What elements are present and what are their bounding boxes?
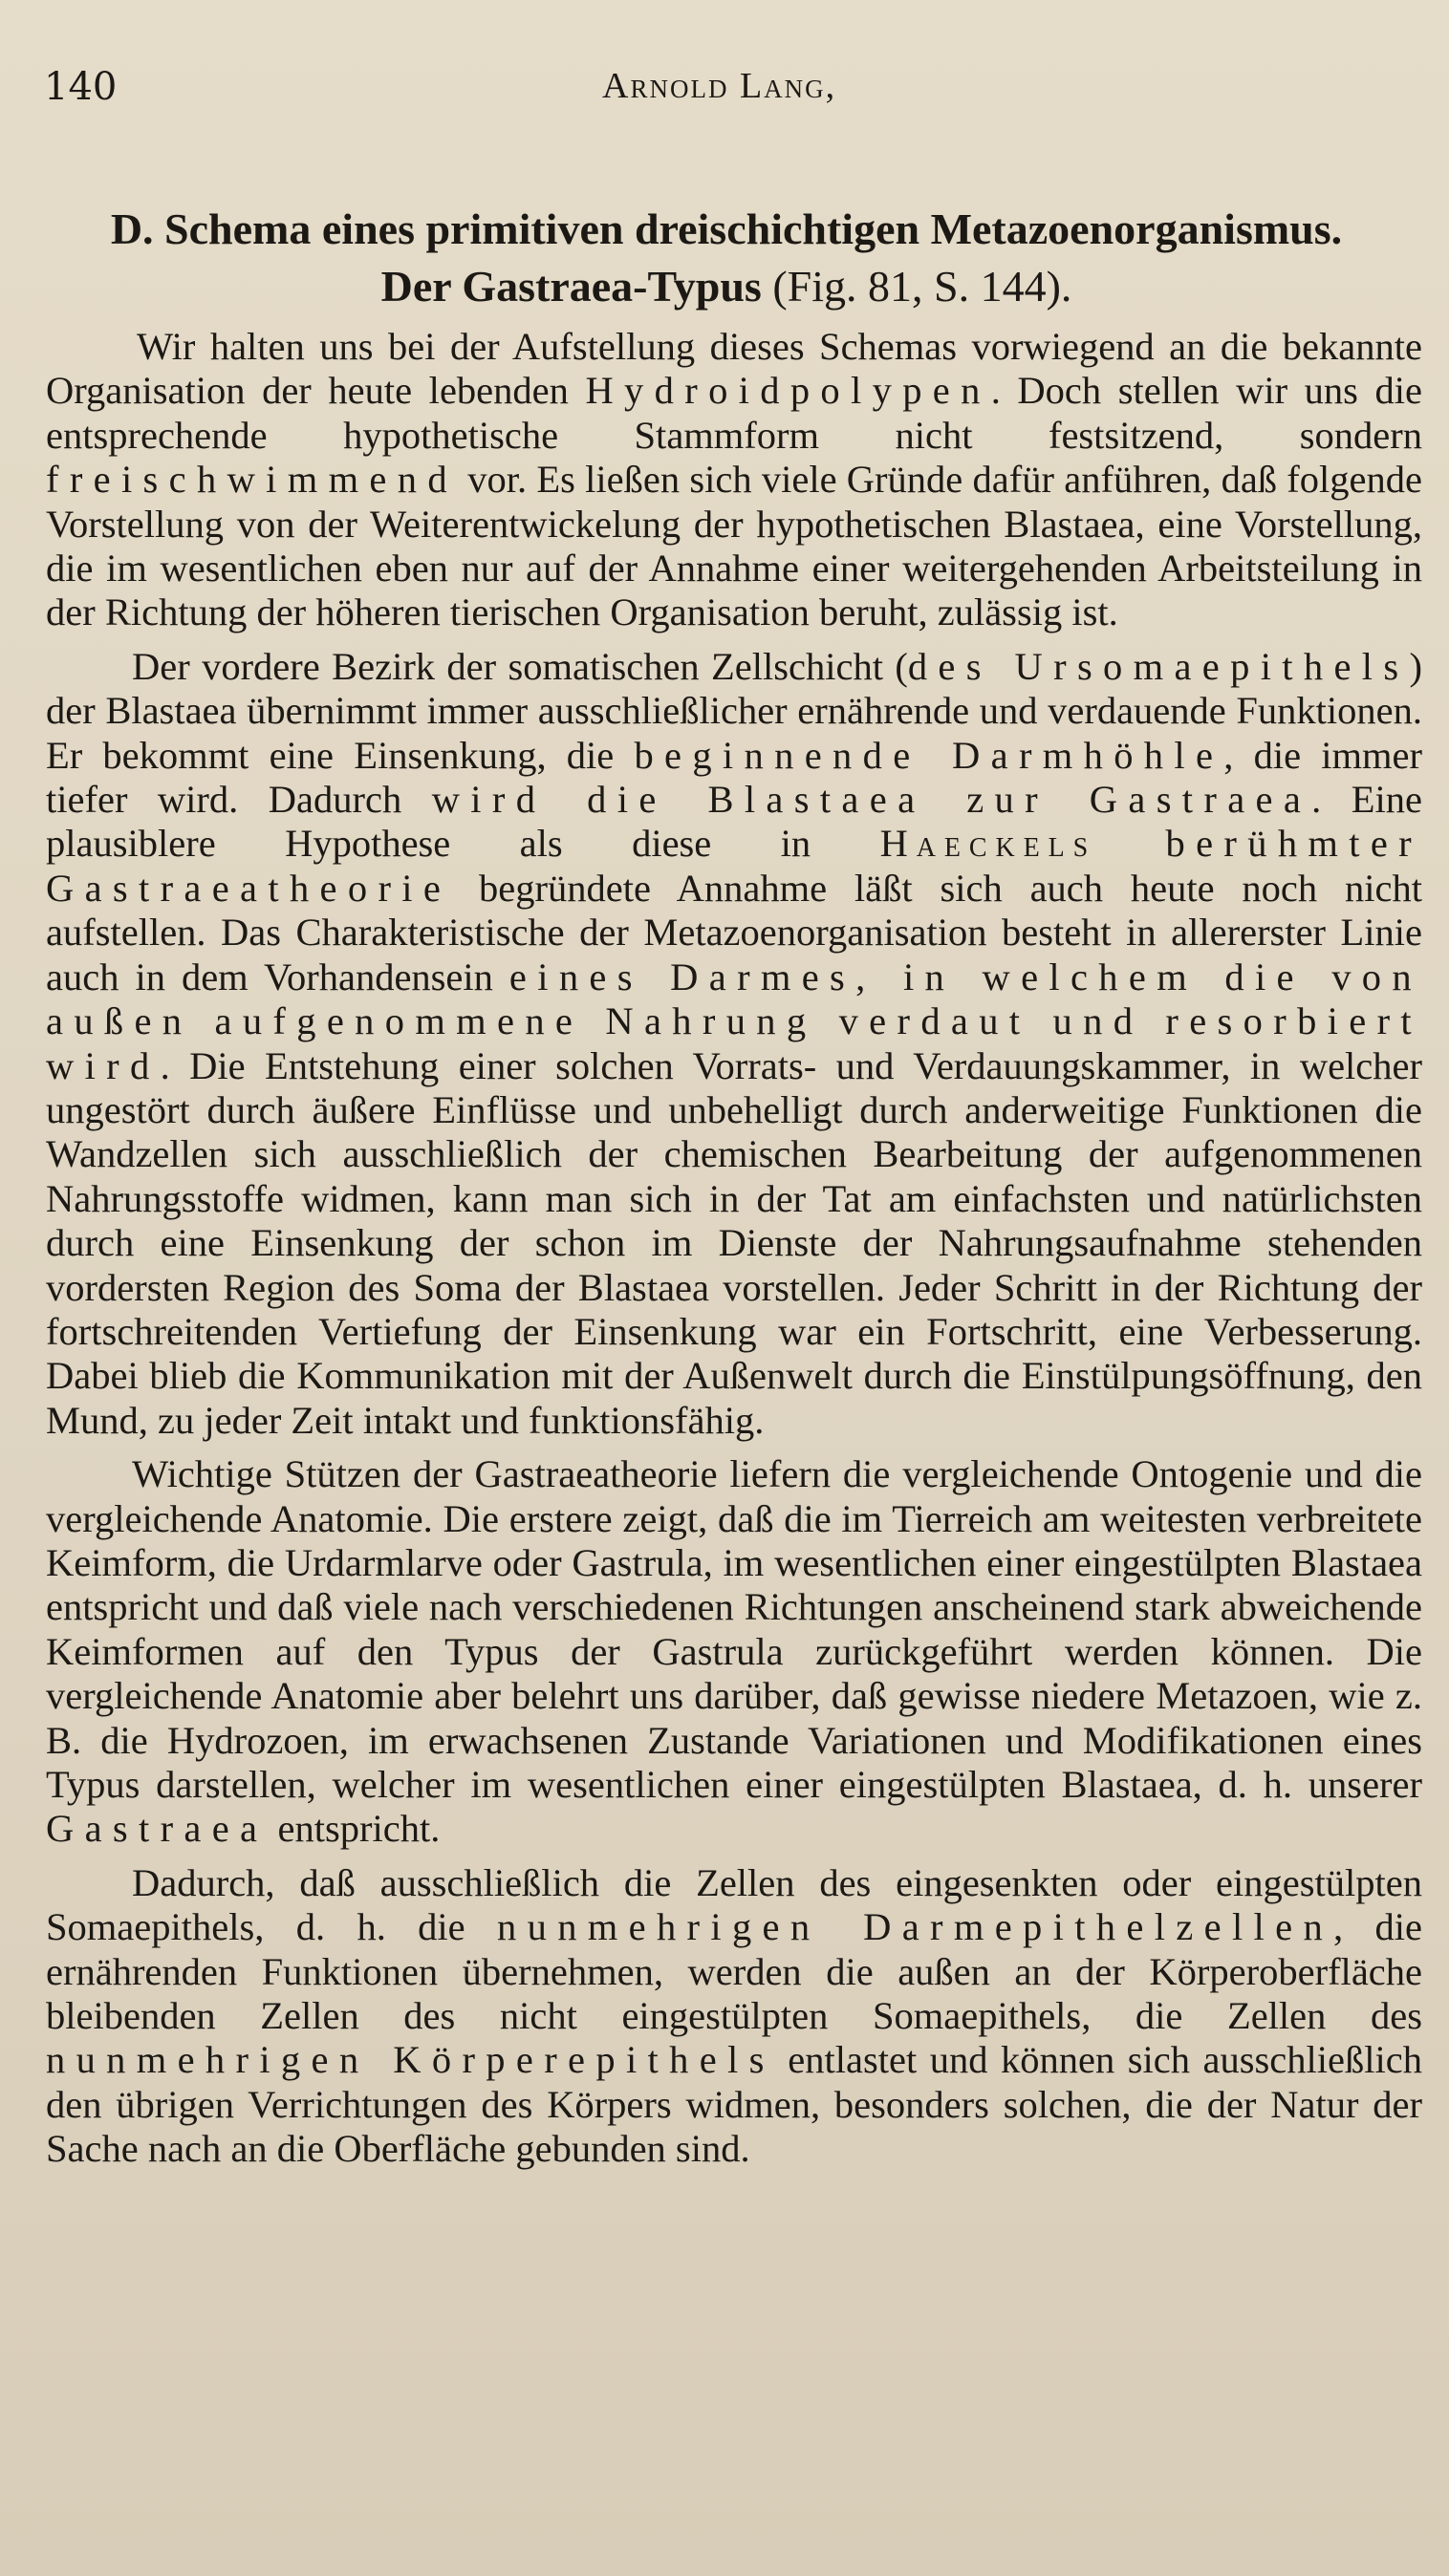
title-bold: Der Gastraea-Typus [380,262,762,311]
text-run: ) der Blastaea übernimmt immer ausschließlicher ernährende und verdauende Funktionen. Er bekommt eine Einsenkung, die [46,644,1422,777]
spaced-term: nunmehrigen Körperepithels [46,2038,775,2082]
text-run: , die ernährenden Funktionen übernehmen, werden die außen an der Körperoberfläche bleibenden Zellen des nicht eingestülpten Somaepithels, die Zellen des [46,1905,1422,2038]
text-run: Wichtige Stützen der Gastraeatheorie liefern die vergleichende Ontogenie und die vergleichende Anatomie. Die erstere zeigt, daß die im Tierreich am weitesten verbreitete Keimform, die Urdarmlarve oder Gastrula, im wesentlichen einer eingestülpten Blastaea entspricht und daß viele nach verschiedenen Richtungen anscheinend stark abweichende Keimformen auf den Typus der Gastrula zurückgeführt werden können. Die vergleichende Anatomie aber belehrt uns darüber, daß gewisse niedere Metazoen, wie z. B. die Hydrozoen, im erwachsenen Zustande Variationen und Modifikationen eines Typus darstellen, welcher im wesentlichen einer eingestülpten Blastaea, d. h. unserer [46,1452,1422,1806]
title-line-1: D. Schema eines primitiven dreischichtigen Metazoenorganismus. [110,204,1343,253]
spaced-term: Gastraea [46,1807,269,1851]
text-run: vor. Es ließen sich viele Gründe dafür anführen, daß folgende Vorstellung von der Weiterentwickelung der hypothetischen Blastaea, eine Vorstellung, die im wesentlichen eben nur auf der Annahme einer weitergehenden Arbeitsteilung in der Richtung der höheren tierischen Organisation beruht, zulässig ist. [46,458,1422,634]
spaced-term: freischwimmend [46,458,458,502]
text-run: . Doch stellen wir uns die entsprechende hypothetische Stammform nicht festsitzend, sondern [46,369,1422,457]
title-line-2 [29,258,1424,315]
spaced-term: Hydroidpolypen [585,369,991,413]
page-header [38,55,1415,132]
page-number: 140 [44,65,118,109]
paragraph-2 [46,645,1422,1443]
paragraph-1 [46,325,1422,635]
spaced-term: berühmter Gastraeatheorie [46,822,1423,910]
spaced-term: nunmehrigen Darmepithelzellen [497,1905,1334,1949]
spaced-term: des Ursomaepithels [907,644,1410,688]
text-run: entlastet und können sich ausschließlich den übrigen Verrichtungen des Körpers widmen, besonders solchen, die der Natur der Sache nach an die Oberfläche gebunden sind. [46,2038,1422,2171]
body-text [46,325,1422,2181]
paragraph-4 [46,1861,1422,2172]
spaced-term: beginnende Darmhöhle [634,733,1224,777]
text-run: , die immer tiefer wird. Dadurch [46,733,1422,822]
running-head: Arnold Lang, [602,66,837,106]
text-run: . Eine plausiblere Hypothese als diese in [46,778,1422,866]
text-run: Dadurch, daß ausschließlich die Zellen des eingesenkten oder eingestülpten Somaepithels, d. h. die [46,1860,1422,1949]
text-run [1096,822,1165,865]
text-run: entspricht. [268,1807,441,1851]
text-run: Wir halten uns bei der Aufstellung dieses Schemas vorwiegend an die bekannte Organisation der heute lebenden [46,325,1422,413]
paragraph-3 [46,1452,1422,1852]
text-run: begründete Annahme läßt sich auch heute noch nicht aufstellen. Das Charakteristische der Metazoenorganisation besteht in allererster Linie auch in dem Vorhandensein [46,866,1422,998]
text-run: Der vordere Bezirk der somatischen Zellschicht ( [132,644,908,688]
spaced-term: eines Darmes, in welchem die von außen aufgenommene Nahrung verdaut und resorbiert wird [46,955,1422,1087]
spaced-term: wird die Blastaea zur Gastraea [431,778,1312,822]
section-title [29,201,1424,315]
text-run: . Die Entstehung einer solchen Vorrats- und Verdauungskammer, in welcher ungestört durch äußere Einflüsse und unbehelligt durch anderweitige Funktionen die Wandzellen sich ausschließlich der chemischen Bearbeitung der aufgenommenen Nahrungsstoffe widmen, kann man sich in der Tat am einfachsten und natürlichsten durch eine Einsenkung der schon im Dienste der Nahrungsaufnahme stehenden vordersten Region des Soma der Blastaea vorstellen. Jeder Schritt in der Richtung der fortschreitenden Vertiefung der Einsenkung war ein Fortschritt, eine Verbesserung. Dabei blieb die Kommunikation mit der Außenwelt durch die Einstülpungsöffnung, den Mund, zu jeder Zeit intakt und funktionsfähig. [46,1043,1422,1442]
figure-reference: (Fig. 81, S. 144). [761,262,1072,311]
author-name: Haeckels [879,822,1097,866]
